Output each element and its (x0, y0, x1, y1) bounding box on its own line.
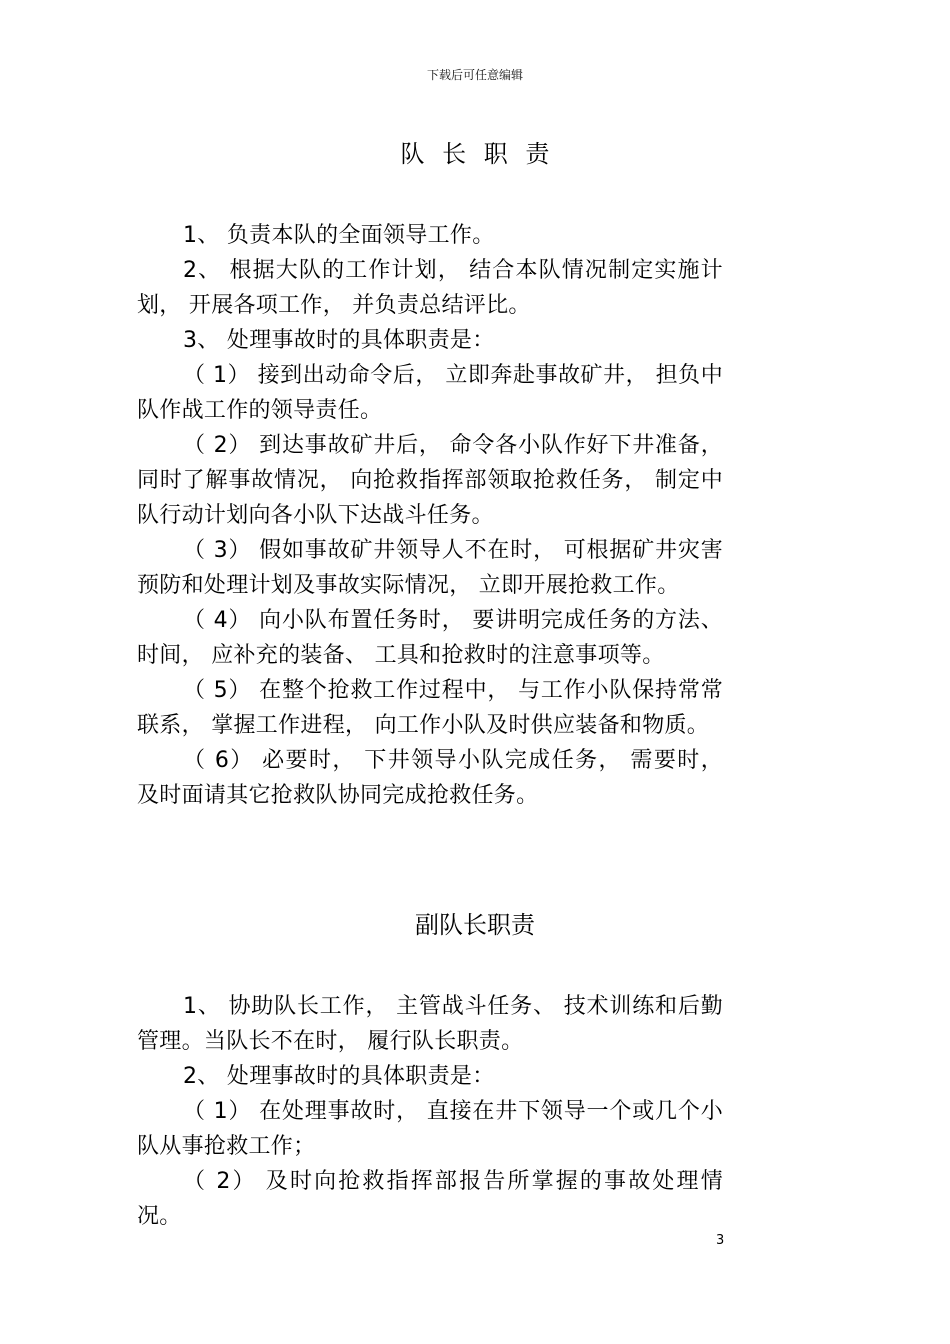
paragraph: （ 1） 接到出动命令后， 立即奔赴事故矿井， 担负中队作战工作的领导责任。 (137, 363, 723, 423)
paragraph: 1、 协助队长工作， 主管战斗任务、 技术训练和后勤管理。当队长不在时， 履行队长职责。 (137, 994, 723, 1054)
paragraph: 2、 根据大队的工作计划， 结合本队情况制定实施计划， 开展各项工作， 并负责总结评比。 (137, 258, 723, 318)
section-captain-duties (137, 218, 723, 813)
paragraph: （ 2） 及时向抢救指挥部报告所掌握的事故处理情况。 (137, 1169, 723, 1229)
paragraph: （ 1） 在处理事故时， 直接在井下领导一个或几个小队从事抢救工作； (137, 1099, 723, 1159)
paragraph: 1、 负责本队的全面领导工作。 (183, 223, 495, 248)
paragraph: （ 4） 向小队布置任务时， 要讲明完成任务的方法、 时间， 应补充的装备、 工具和抢救时的注意事项等。 (137, 608, 723, 668)
paragraph: 3、 处理事故时的具体职责是： (183, 328, 495, 353)
header-note: 下载后可任意编辑 (426, 68, 523, 82)
page-number: 3 (716, 1233, 725, 1248)
paragraph: （ 6） 必要时， 下井领导小队完成任务， 需要时， 及时面请其它抢救队协同完成抢救任务。 (137, 748, 723, 808)
section-vice-captain-duties (137, 989, 723, 1234)
paragraph: （ 5） 在整个抢救工作过程中， 与工作小队保持常常联系， 掌握工作进程， 向工作小队及时供应装备和物质。 (137, 678, 723, 738)
paragraph: （ 2） 到达事故矿井后， 命令各小队作好下井准备， 同时了解事故情况， 向抢救指挥部领取抢救任务， 制定中队行动计划向各小队下达战斗任务。 (137, 433, 723, 528)
paragraph: 2、 处理事故时的具体职责是： (183, 1064, 495, 1089)
section-title-vice-captain: 副队长职责 (415, 911, 535, 939)
section-title-captain: 队 长 职 责 (400, 140, 550, 168)
paragraph: （ 3） 假如事故矿井领导人不在时， 可根据矿井灾害预防和处理计划及事故实际情况， 立即开展抢救工作。 (137, 538, 723, 598)
